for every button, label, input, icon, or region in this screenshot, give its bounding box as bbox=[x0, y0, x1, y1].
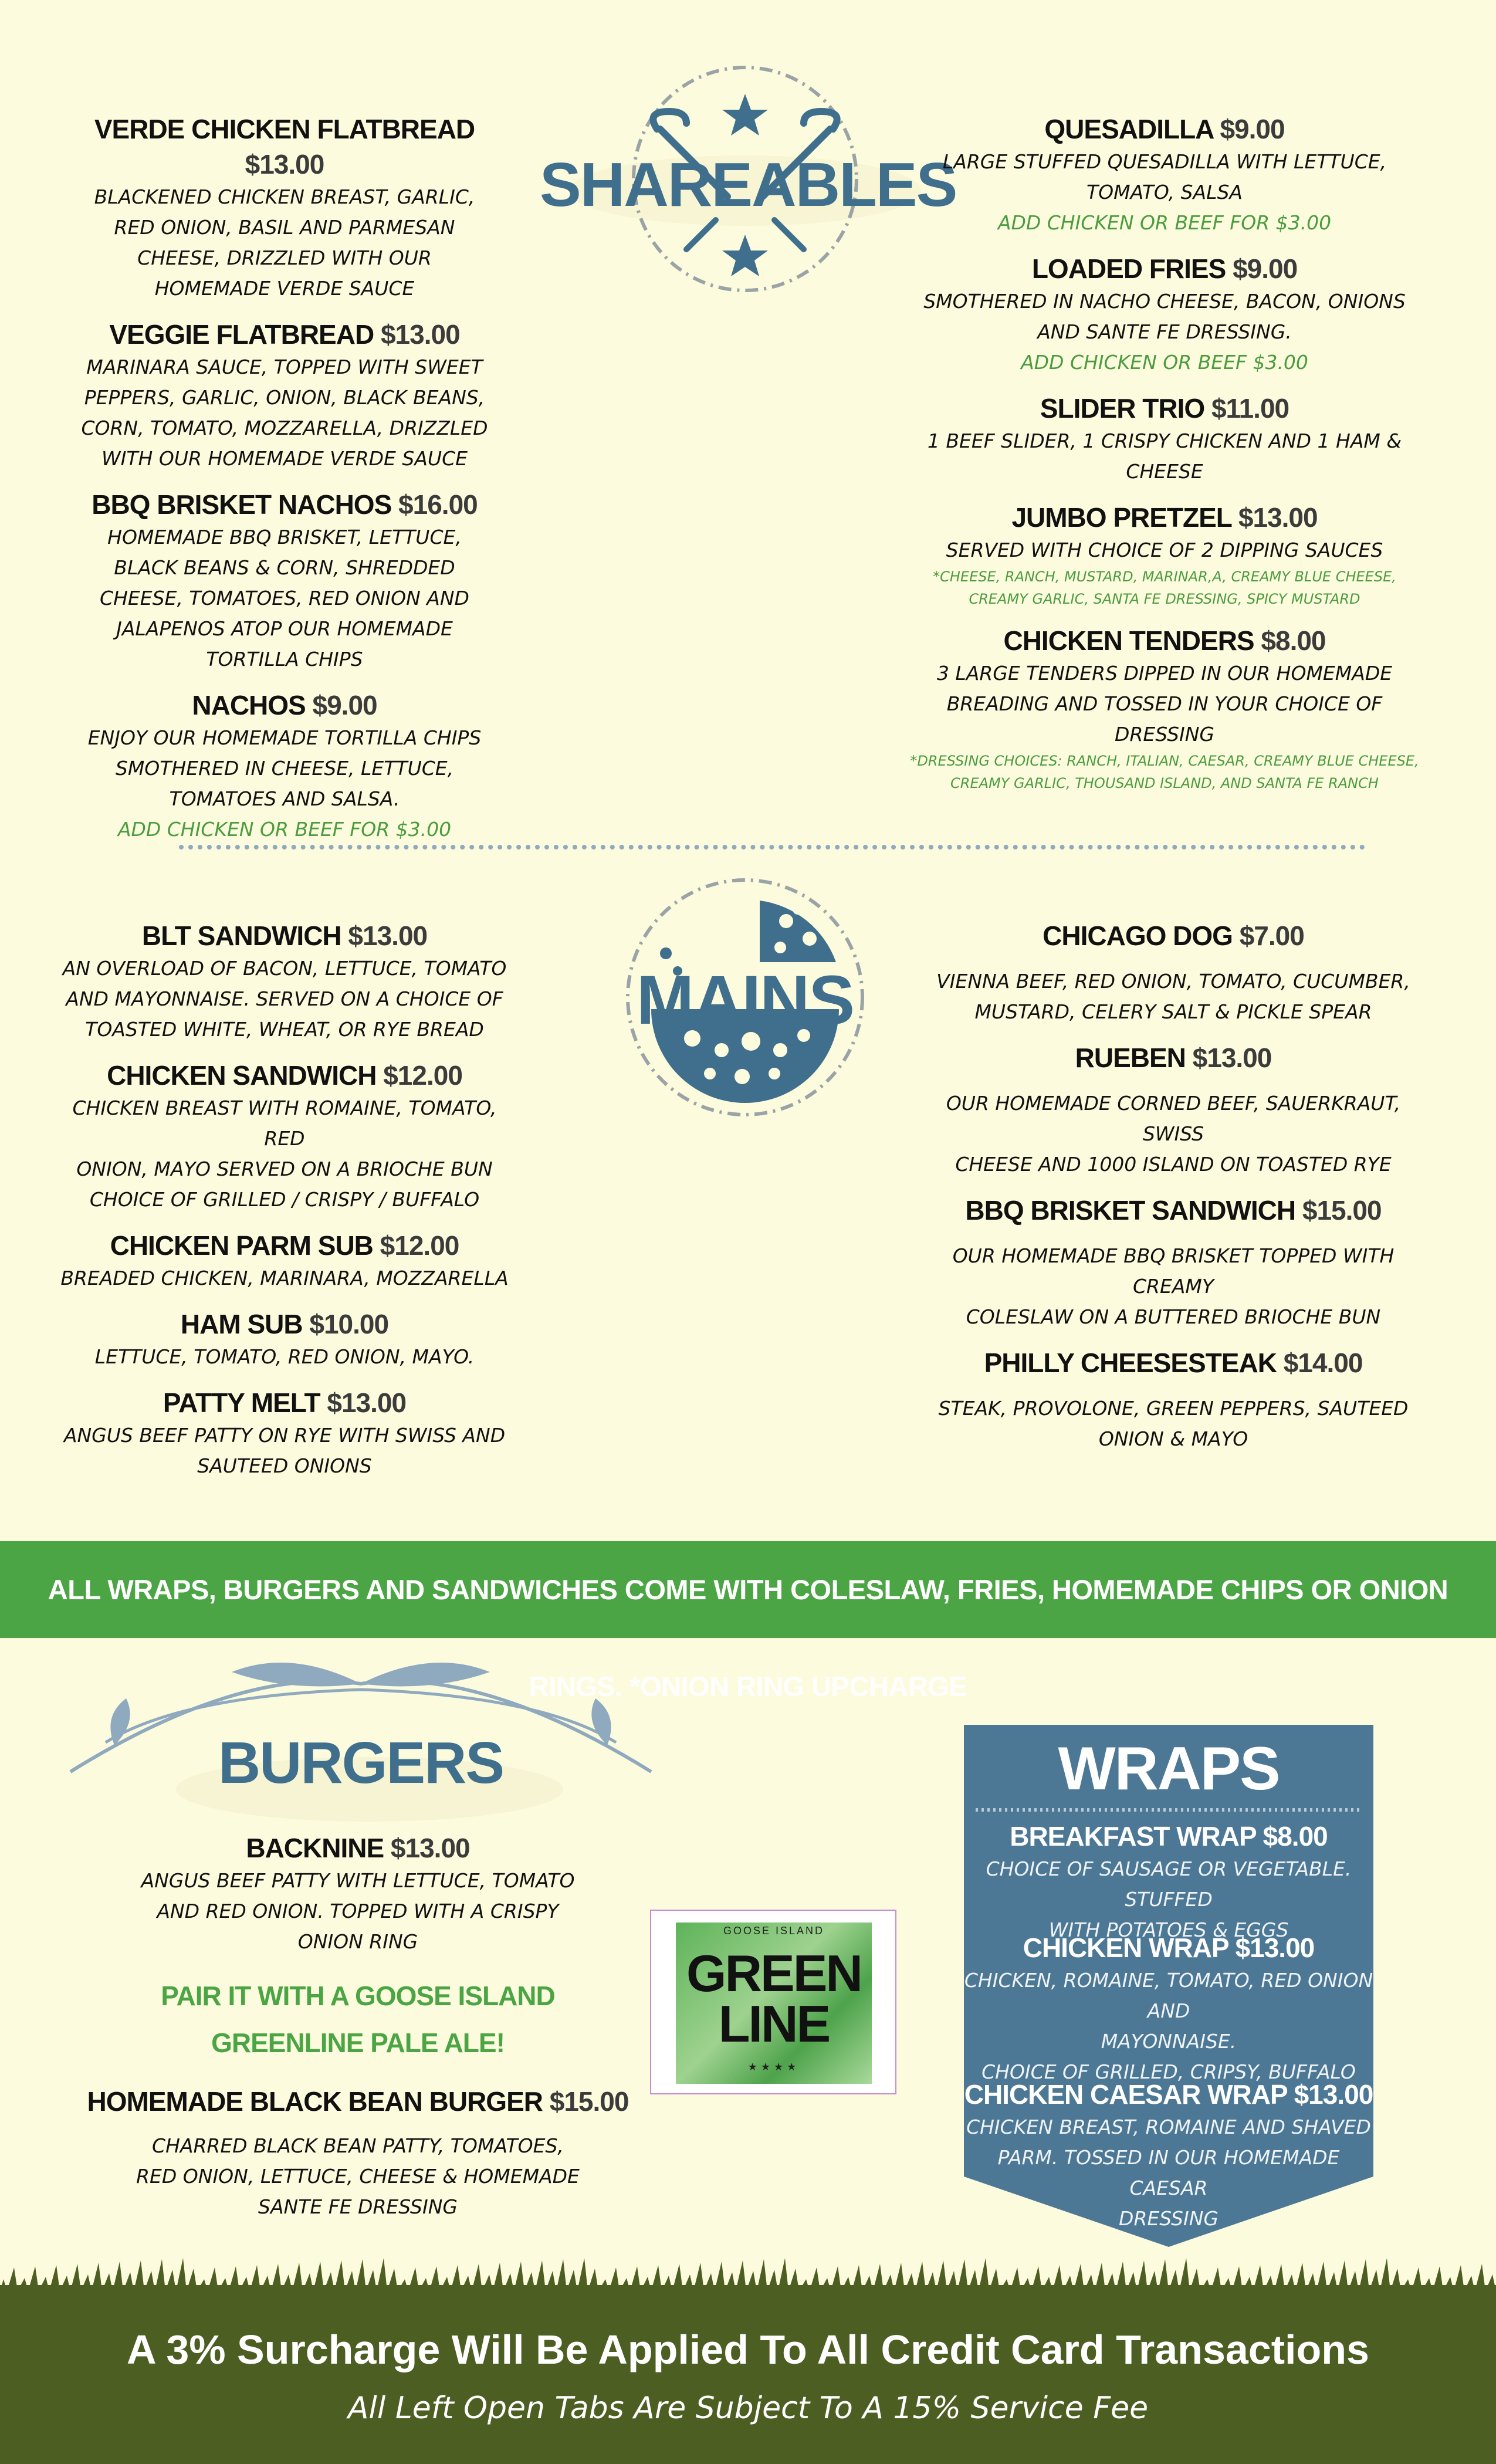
item-description: RED ONION, LETTUCE, CHEESE & HOMEMADE bbox=[136, 2165, 580, 2188]
beer-label-image bbox=[650, 1910, 896, 2094]
menu-item bbox=[964, 2077, 1373, 2234]
item-description: 1 BEEF SLIDER, 1 CRISPY CHICKEN AND 1 HAM & CHEESE bbox=[927, 429, 1402, 483]
item-description: CHICKEN BREAST WITH ROMAINE, TOMATO, RED bbox=[72, 1096, 497, 1150]
item-description: ONION, MAYO SERVED ON A BRIOCHE BUN bbox=[76, 1157, 493, 1180]
burgers-column bbox=[76, 1830, 639, 2222]
service-fee-notice: All Left Open Tabs Are Subject To A 15% Service Fee bbox=[347, 2391, 1149, 2426]
item-name: LOADED FRIES bbox=[1031, 253, 1226, 284]
menu-item bbox=[53, 111, 516, 304]
item-name: NACHOS bbox=[192, 690, 306, 720]
item-price: $9.00 bbox=[1220, 114, 1285, 144]
section-heading-wraps: WRAPS bbox=[1058, 1735, 1280, 1803]
item-description: MAYONNAISE. bbox=[1101, 2030, 1237, 2053]
section-heading-mains: MAINS bbox=[636, 962, 854, 1039]
item-price: $13.00 bbox=[1294, 2079, 1373, 2110]
item-name: BREAKFAST WRAP bbox=[1010, 1821, 1256, 1852]
item-description: ANGUS BEEF PATTY ON RYE WITH SWISS AND bbox=[63, 1424, 506, 1447]
item-description: PEPPERS, GARLIC, ONION, BLACK BEANS, bbox=[84, 386, 485, 409]
beer-pairing: PAIR IT WITH A GOOSE ISLAND bbox=[161, 1981, 555, 2011]
item-price: $8.00 bbox=[1261, 625, 1326, 656]
item-description: TOASTED WHITE, WHEAT, OR RYE BREAD bbox=[85, 1018, 484, 1041]
item-description: AN OVERLOAD OF BACON, LETTUCE, TOMATO bbox=[62, 957, 507, 980]
section-divider bbox=[179, 845, 1365, 849]
item-description: STEAK, PROVOLONE, GREEN PEPPERS, SAUTEED bbox=[938, 1397, 1409, 1420]
item-note: CREAMY GARLIC, SANTA FE DRESSING, SPICY MUSTARD bbox=[969, 591, 1360, 607]
menu-item bbox=[53, 487, 516, 675]
item-price: $13.00 bbox=[245, 149, 324, 180]
shareables-emblem bbox=[540, 62, 957, 296]
item-description: TORTILLA CHIPS bbox=[206, 648, 363, 671]
item-description: WITH OUR HOMEMADE VERDE SAUCE bbox=[101, 447, 468, 470]
item-description: BREADED CHICKEN, MARINARA, MOZZARELLA bbox=[60, 1267, 509, 1289]
item-addon: ADD CHICKEN OR BEEF FOR $3.00 bbox=[997, 211, 1332, 234]
item-price: $13.00 bbox=[327, 1387, 407, 1418]
menu-item bbox=[53, 1228, 516, 1294]
beer-brand: GOOSE ISLAND bbox=[723, 1925, 825, 1937]
item-name: CHICKEN CAESAR WRAP bbox=[964, 2079, 1287, 2110]
item-name: QUESADILLA bbox=[1044, 114, 1213, 144]
mains-right-column bbox=[915, 918, 1431, 1454]
item-name: CHICAGO DOG bbox=[1043, 920, 1233, 951]
item-description: SANTE FE DRESSING bbox=[258, 2195, 458, 2218]
item-name: PATTY MELT bbox=[163, 1387, 320, 1418]
item-description: DRESSING bbox=[1119, 2207, 1219, 2230]
item-name: BLT SANDWICH bbox=[141, 920, 341, 951]
menu-item bbox=[53, 1385, 516, 1481]
item-note: *CHEESE, RANCH, MUSTARD, MARINAR,A, CREAMY BLUE CHEESE, bbox=[933, 568, 1396, 585]
item-description: SERVED WITH CHOICE OF 2 DIPPING SAUCES bbox=[946, 539, 1383, 561]
item-description: JALAPENOS ATOP OUR HOMEMADE bbox=[116, 617, 453, 640]
item-description: VIENNA BEEF, RED ONION, TOMATO, CUCUMBER, bbox=[936, 970, 1410, 993]
item-name: VEGGIE FLATBREAD bbox=[109, 319, 374, 350]
item-note: CREAMY GARLIC, THOUSAND ISLAND, AND SANTA FE RANCH bbox=[950, 775, 1379, 791]
item-description: CHEESE, DRIZZLED WITH OUR bbox=[137, 246, 432, 269]
item-name: HOMEMADE BLACK BEAN BURGER bbox=[87, 2086, 543, 2117]
item-description: WITH POTATOES & EGGS bbox=[1048, 1918, 1289, 1941]
beer-pairing: GREENLINE PALE ALE! bbox=[211, 2028, 505, 2058]
item-price: $13.00 bbox=[1238, 502, 1318, 533]
item-price: $7.00 bbox=[1239, 920, 1304, 951]
burgers-emblem bbox=[65, 1649, 657, 1825]
item-note: *DRESSING CHOICES: RANCH, ITALIAN, CAESAR, CREAMY BLUE CHEESE, bbox=[910, 753, 1419, 769]
item-description: TOMATOES AND SALSA. bbox=[169, 787, 400, 810]
item-name: BACKNINE bbox=[246, 1833, 384, 1863]
section-heading-shareables: SHAREABLES bbox=[540, 150, 957, 219]
item-description: HOMEMADE VERDE SAUCE bbox=[154, 277, 415, 300]
item-name: JUMBO PRETZEL bbox=[1011, 502, 1232, 533]
item-price: $13.00 bbox=[1192, 1043, 1272, 1073]
item-description: TOMATO, SALSA bbox=[1087, 181, 1243, 204]
item-description: CHOICE OF SAUSAGE OR VEGETABLE. STUFFED bbox=[986, 1857, 1352, 1911]
menu-item bbox=[898, 251, 1431, 378]
item-price: $12.00 bbox=[380, 1230, 459, 1261]
menu-item bbox=[76, 2084, 639, 2222]
item-description: LETTUCE, TOMATO, RED ONION, MAYO. bbox=[94, 1345, 475, 1368]
item-description: AND SANTE FE DRESSING. bbox=[1037, 320, 1292, 343]
item-name: CHICKEN SANDWICH bbox=[107, 1060, 377, 1091]
item-price: $9.00 bbox=[312, 690, 377, 720]
item-price: $14.00 bbox=[1283, 1348, 1363, 1378]
section-heading-burgers: BURGERS bbox=[218, 1730, 504, 1796]
item-name: BBQ BRISKET NACHOS bbox=[92, 489, 392, 520]
menu-item bbox=[53, 918, 516, 1045]
item-description: SMOTHERED IN CHEESE, LETTUCE, bbox=[115, 757, 454, 780]
item-description: SAUTEED ONIONS bbox=[197, 1454, 372, 1477]
item-description: ONION & MAYO bbox=[1098, 1427, 1248, 1450]
item-name: CHICKEN TENDERS bbox=[1003, 625, 1254, 656]
surcharge-notice: A 3% Surcharge Will Be Applied To All Credit Card Transactions bbox=[127, 2327, 1369, 2372]
item-description: MARINARA SAUCE, TOPPED WITH SWEET bbox=[86, 356, 483, 378]
beer-name-line2: LINE bbox=[718, 1995, 830, 2053]
menu-item bbox=[898, 391, 1431, 487]
item-description: RED ONION, BASIL AND PARMESAN bbox=[114, 216, 455, 239]
item-description: CHICKEN BREAST, ROMAINE AND SHAVED bbox=[966, 2116, 1371, 2138]
item-price: $12.00 bbox=[383, 1060, 462, 1091]
sides-banner-text: ALL WRAPS, BURGERS AND SANDWICHES COME WITH COLESLAW, FRIES, HOMEMADE CHIPS OR ONION RINGS. *ONION RING UPCHARGE bbox=[48, 1574, 1448, 1702]
item-price: $16.00 bbox=[398, 489, 478, 520]
item-description: MUSTARD, CELERY SALT & PICKLE SPEAR bbox=[974, 1000, 1372, 1023]
menu-item bbox=[898, 500, 1431, 610]
menu-item bbox=[53, 1058, 516, 1215]
item-description: BREADING AND TOSSED IN YOUR CHOICE OF DRESSING bbox=[946, 692, 1383, 746]
beer-label-card bbox=[676, 1923, 872, 2084]
item-description: BLACK BEANS & CORN, SHREDDED bbox=[114, 556, 455, 579]
sides-banner bbox=[0, 1541, 1496, 1702]
item-description: OUR HOMEMADE BBQ BRISKET TOPPED WITH CREAMY bbox=[952, 1244, 1395, 1298]
item-price: $11.00 bbox=[1211, 393, 1289, 424]
beer-name-line1: GREEN bbox=[686, 1944, 861, 2002]
mains-emblem bbox=[622, 874, 868, 1121]
menu-item bbox=[915, 1040, 1431, 1180]
item-description: OUR HOMEMADE CORNED BEEF, SAUERKRAUT, SWISS bbox=[946, 1092, 1401, 1145]
item-description: CHARRED BLACK BEAN PATTY, TOMATOES, bbox=[152, 2134, 564, 2157]
item-description: ENJOY OUR HOMEMADE TORTILLA CHIPS bbox=[87, 726, 482, 749]
shareables-right-column bbox=[898, 111, 1431, 794]
item-description: CHEESE, TOMATOES, RED ONION AND bbox=[100, 587, 469, 610]
menu-item bbox=[964, 1819, 1373, 1945]
item-name: RUEBEN bbox=[1075, 1043, 1186, 1073]
wraps-panel bbox=[964, 1725, 1373, 2250]
item-price: $10.00 bbox=[309, 1309, 389, 1339]
menu-item bbox=[898, 623, 1431, 794]
menu-item bbox=[915, 1345, 1431, 1454]
item-description: LARGE STUFFED QUESADILLA WITH LETTUCE, bbox=[942, 150, 1387, 173]
item-description: BLACKENED CHICKEN BREAST, GARLIC, bbox=[94, 185, 475, 208]
item-description: HOMEMADE BBQ BRISKET, LETTUCE, bbox=[107, 526, 462, 549]
menu-item bbox=[915, 918, 1431, 1027]
menu-item bbox=[898, 111, 1431, 238]
item-description: 3 LARGE TENDERS DIPPED IN OUR HOMEMADE bbox=[936, 662, 1393, 685]
item-description: CHICKEN, ROMAINE, TOMATO, RED ONION AND bbox=[964, 1969, 1373, 2022]
item-description: ONION RING bbox=[297, 1930, 418, 1953]
item-description: PARM. TOSSED IN OUR HOMEMADE CAESAR bbox=[997, 2146, 1340, 2199]
item-price: $13.00 bbox=[380, 319, 460, 350]
item-name: CHICKEN PARM SUB bbox=[110, 1230, 373, 1261]
menu-item bbox=[53, 688, 516, 845]
item-addon: ADD CHICKEN OR BEEF FOR $3.00 bbox=[117, 818, 452, 841]
item-price: $13.00 bbox=[1235, 1932, 1315, 1963]
item-price: $8.00 bbox=[1263, 1821, 1328, 1852]
item-price: $9.00 bbox=[1233, 253, 1298, 284]
menu-item bbox=[915, 1193, 1431, 1332]
item-description: AND MAYONNAISE. SERVED ON A CHOICE OF bbox=[66, 987, 503, 1010]
item-price: $13.00 bbox=[390, 1833, 470, 1863]
item-description: ANGUS BEEF PATTY WITH LETTUCE, TOMATO bbox=[141, 1869, 575, 1892]
item-price: $13.00 bbox=[348, 920, 428, 951]
item-name: VERDE CHICKEN FLATBREAD bbox=[94, 114, 475, 144]
mains-left-column bbox=[53, 918, 516, 1481]
menu-item bbox=[964, 1930, 1373, 2087]
menu-item bbox=[53, 317, 516, 474]
footer bbox=[0, 2285, 1496, 2464]
item-name: PHILLY CHEESESTEAK bbox=[984, 1348, 1277, 1378]
item-description: SMOTHERED IN NACHO CHEESE, BACON, ONIONS bbox=[923, 290, 1406, 313]
item-price: $15.00 bbox=[1302, 1195, 1382, 1226]
item-addon: ADD CHICKEN OR BEEF $3.00 bbox=[1021, 351, 1308, 374]
item-name: HAM SUB bbox=[180, 1309, 303, 1339]
item-name: CHICKEN WRAP bbox=[1023, 1932, 1228, 1963]
menu-item bbox=[76, 1830, 639, 1957]
item-description: CHEESE AND 1000 ISLAND ON TOASTED RYE bbox=[955, 1153, 1392, 1176]
item-description: CORN, TOMATO, MOZZARELLA, DRIZZLED bbox=[81, 417, 488, 439]
item-description: COLESLAW ON A BUTTERED BRIOCHE BUN bbox=[966, 1305, 1381, 1328]
shareables-left-column bbox=[53, 111, 516, 845]
item-price: $15.00 bbox=[549, 2086, 629, 2117]
beer-stars: ★★★★ bbox=[747, 2061, 800, 2073]
item-name: SLIDER TRIO bbox=[1040, 393, 1205, 424]
item-description: AND RED ONION. TOPPED WITH A CRISPY bbox=[157, 1900, 559, 1923]
menu-item bbox=[53, 1307, 516, 1372]
item-description: CHOICE OF GRILLED / CRISPY / BUFFALO bbox=[89, 1188, 480, 1211]
item-name: BBQ BRISKET SANDWICH bbox=[965, 1195, 1296, 1226]
item-description: CHOICE OF GRILLED, CRIPSY, BUFFALO bbox=[981, 2060, 1356, 2083]
